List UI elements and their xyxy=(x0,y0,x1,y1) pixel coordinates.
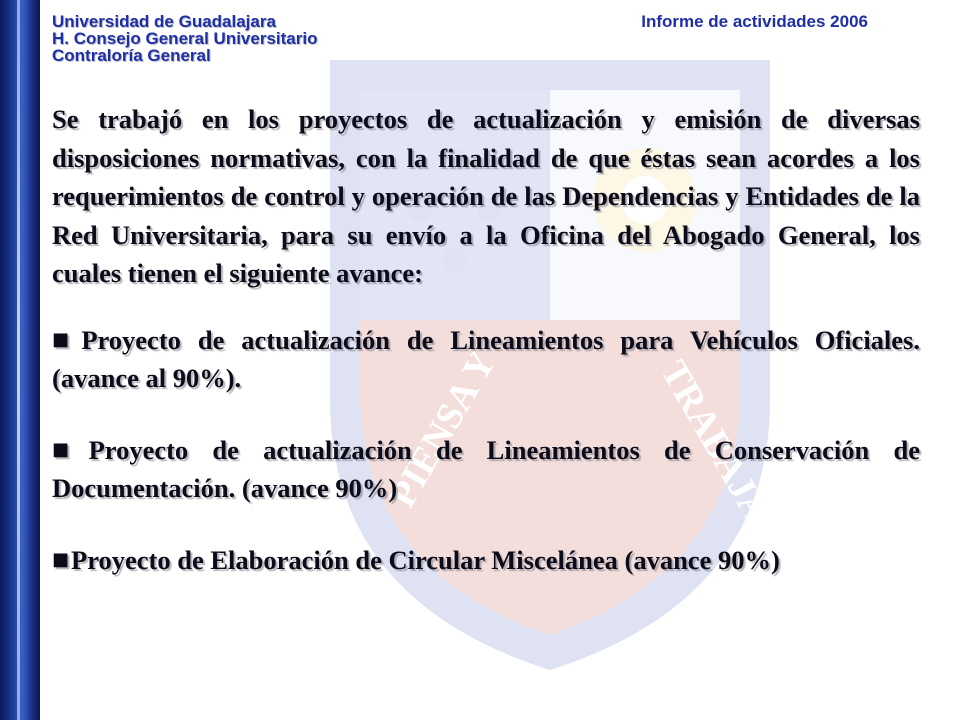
seal-motto-left: PIENSA Y xyxy=(381,343,505,515)
intro-paragraph: Se trabajó en los proyectos de actualización y emisión de diversas disposiciones normativas, con la finalidad de que éstas sean acordes a los requerimientos de control y operación de las Dependencias y Entidades de la Red Universitaria, para su envío a la Oficina del Abogado General, los cuales tienen el siguiente avance: xyxy=(52,104,920,288)
seal-motto-right: TRABAJA xyxy=(652,353,779,530)
institution-name: Universidad de Guadalajara xyxy=(52,12,276,31)
bullet-list xyxy=(52,321,920,580)
square-bullet-icon: ■ xyxy=(52,438,87,460)
page-header xyxy=(52,13,882,64)
list-item-text: Proyecto de actualización de Lineamientos para Vehículos Oficiales. (avance al 90%). xyxy=(52,324,920,393)
office-name: Contraloría General xyxy=(52,46,211,65)
slide-content xyxy=(52,100,920,612)
left-decorative-bar xyxy=(0,0,40,720)
list-item-text: Proyecto de Elaboración de Circular Miscelánea (avance 90%) xyxy=(71,544,780,575)
council-name: H. Consejo General Universitario xyxy=(52,29,318,48)
list-item-text: Proyecto de actualización de Lineamientos de Conservación de Documentación. (avance 90%) xyxy=(52,434,920,503)
report-title: Informe de actividades 2006 xyxy=(641,12,868,31)
bar-highlight-stripe xyxy=(17,0,20,720)
list-item xyxy=(52,321,920,398)
list-item xyxy=(52,431,920,508)
square-bullet-icon: ■ xyxy=(52,548,70,570)
square-bullet-icon: ■ xyxy=(52,328,80,350)
list-item xyxy=(52,541,920,580)
